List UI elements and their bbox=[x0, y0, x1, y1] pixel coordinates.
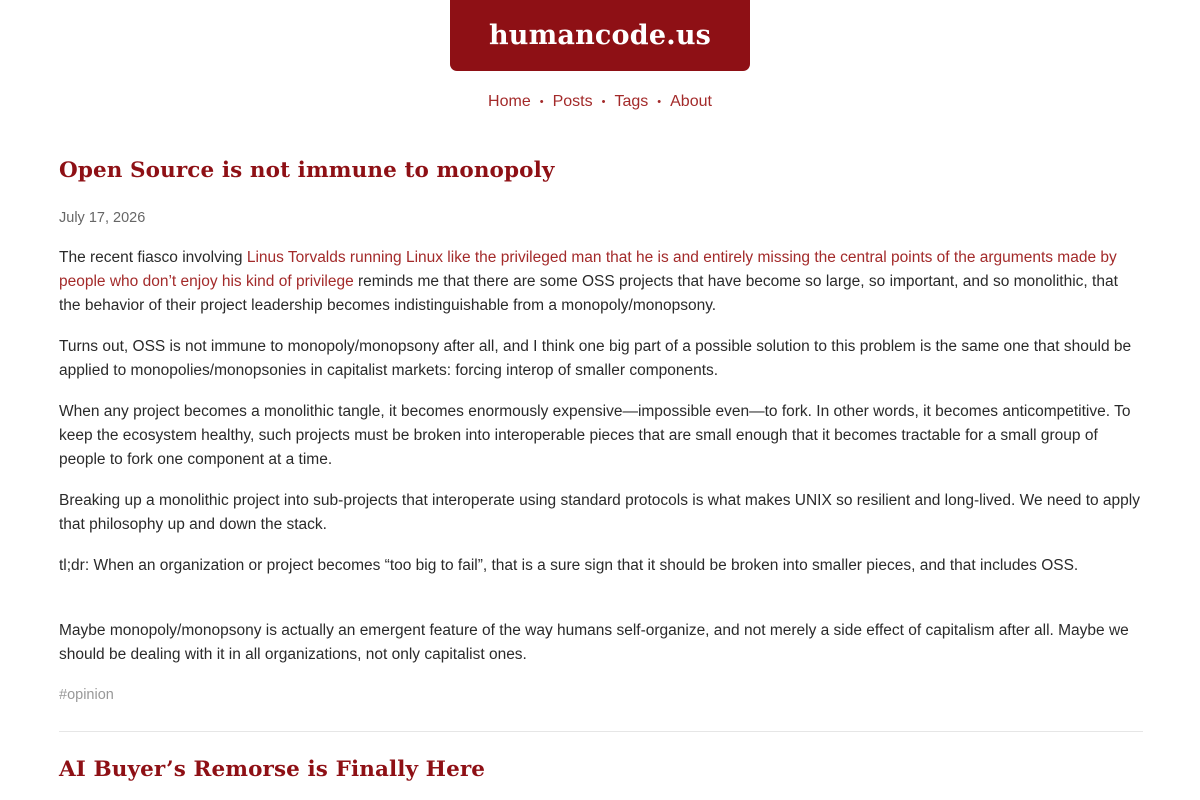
tag-link[interactable]: #opinion bbox=[59, 687, 114, 703]
main-nav bbox=[0, 91, 1200, 114]
nav-tags[interactable]: Tags bbox=[614, 93, 649, 110]
post-paragraph: Maybe monopoly/monopsony is actually an emergent feature of the way humans self-organize, and not merely a side effect of capitalism after all. Maybe we should be dealing with it in all organizations, not only capitalist ones. bbox=[59, 622, 1129, 663]
site-header bbox=[450, 0, 750, 71]
inline-link[interactable]: Linus Torvalds running Linux like the privileged man that he is and entirely missing the central points of the arguments made by people who don’t enjoy his kind of privilege bbox=[59, 249, 1117, 290]
post-divider bbox=[59, 731, 1143, 732]
paragraph-text: reminds me that there are some OSS projects that have become so large, so important, and so monolithic, that the behavior of their project leadership becomes indistinguishable from a monopoly/monopsony. bbox=[59, 273, 1118, 314]
post-paragraph: Breaking up a monolithic project into sub-projects that interoperate using standard protocols is what makes UNIX so resilient and long-lived. We need to apply that philosophy up and down the stack. bbox=[59, 492, 1140, 533]
nav-separator: • bbox=[657, 96, 662, 108]
nav-separator: • bbox=[539, 96, 544, 108]
nav-separator: • bbox=[601, 96, 606, 108]
post-paragraph: Turns out, OSS is not immune to monopoly/monopsony after all, and I think one big part of a possible solution to this problem is the same one that should be applied to monopolies/monopsonies in capitalist markets: forcing interop of smaller components. bbox=[59, 338, 1132, 379]
post-title-link[interactable]: Open Source is not immune to monopoly bbox=[59, 158, 555, 183]
site-title-link[interactable]: humancode.us bbox=[488, 20, 712, 51]
post-date: July 17, 2026 bbox=[59, 210, 146, 226]
nav-posts[interactable]: Posts bbox=[552, 93, 593, 110]
post-paragraph bbox=[59, 246, 1143, 318]
post-paragraph: tl;dr: When an organization or project becomes “too big to fail”, that is a sure sign that it should be broken into smaller pieces, and that includes OSS. bbox=[59, 557, 1079, 574]
paragraph-text: The recent fiasco involving bbox=[59, 249, 247, 266]
nav-home[interactable]: Home bbox=[488, 93, 531, 110]
post-title-link[interactable]: AI Buyer’s Remorse is Finally Here bbox=[59, 757, 486, 782]
nav-about[interactable]: About bbox=[670, 93, 712, 110]
post-paragraph: When any project becomes a monolithic tangle, it becomes enormously expensive—impossible even—to fork. In other words, it becomes anticompetitive. To keep the ecosystem healthy, such projects must be broken into interoperable pieces that are small enough that it becomes tractable for a small group of people to fork one component at a time. bbox=[59, 403, 1131, 468]
